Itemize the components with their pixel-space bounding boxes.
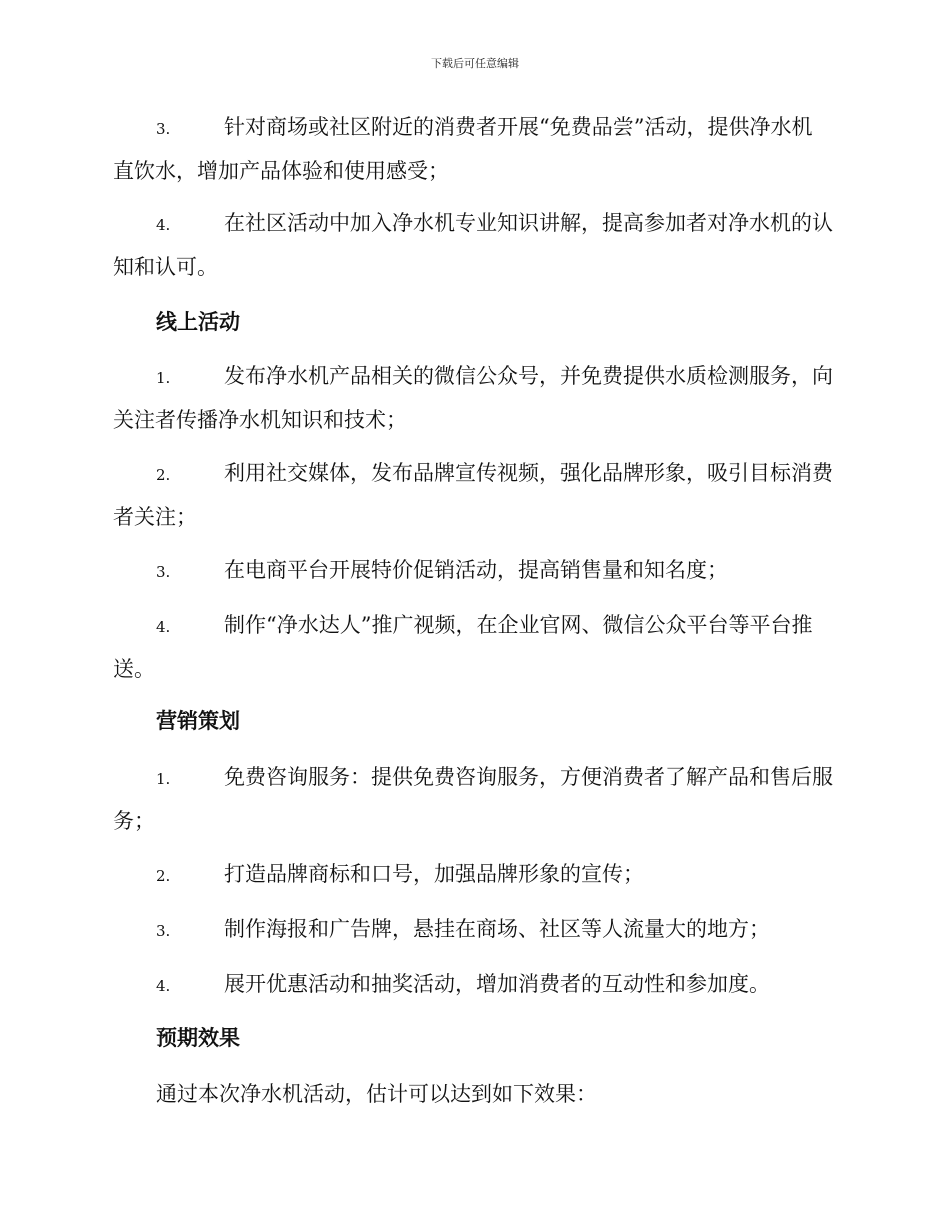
item-text: 免费咨询服务：提供免费咨询服务，方便消费者了解产品和售后服务；: [113, 765, 833, 833]
item-text: 针对商场或社区附近的消费者开展“免费品尝”活动，提供净水机直饮水，增加产品体验和使用感受；: [113, 115, 813, 183]
paragraph: 通过本次净水机活动，估计可以达到如下效果：: [156, 1082, 597, 1106]
item-number: 1.: [156, 770, 171, 788]
header-note: 下载后可任意编辑: [431, 57, 519, 70]
item-number: 3.: [156, 563, 171, 581]
item-text: 打造品牌商标和口号，加强品牌形象的宣传；: [224, 862, 644, 886]
list-item: [113, 908, 833, 952]
list-item: [113, 202, 833, 288]
list-item: [113, 355, 833, 441]
item-number: 4.: [156, 977, 171, 995]
list-item: [113, 756, 833, 842]
list-item: [113, 452, 833, 538]
item-number: 4.: [156, 216, 171, 234]
item-text: 在社区活动中加入净水机专业知识讲解，提高参加者对净水机的认知和认可。: [113, 211, 833, 279]
list-item: [113, 604, 833, 690]
item-text: 利用社交媒体，发布品牌宣传视频，强化品牌形象，吸引目标消费者关注；: [113, 461, 833, 529]
item-text: 展开优惠活动和抽奖活动，增加消费者的互动性和参加度。: [224, 972, 770, 996]
item-number: 2.: [156, 466, 171, 484]
list-item: [113, 549, 833, 593]
item-text: 制作海报和广告牌，悬挂在商场、社区等人流量大的地方；: [224, 917, 770, 941]
section-heading-expected: 预期效果: [156, 1026, 240, 1050]
section-heading-online: 线上活动: [156, 310, 240, 334]
item-number: 2.: [156, 867, 171, 885]
item-text: 发布净水机产品相关的微信公众号，并免费提供水质检测服务，向关注者传播净水机知识和技术；: [113, 364, 833, 432]
item-number: 3.: [156, 120, 171, 138]
list-item: [113, 853, 833, 897]
item-number: 4.: [156, 618, 171, 636]
item-number: 1.: [156, 369, 171, 387]
item-text: 制作“净水达人”推广视频，在企业官网、微信公众平台等平台推送。: [113, 613, 813, 681]
list-item: [113, 106, 833, 192]
list-item: [113, 963, 833, 1007]
section-heading-marketing: 营销策划: [156, 709, 240, 733]
item-text: 在电商平台开展特价促销活动，提高销售量和知名度；: [224, 558, 728, 582]
item-number: 3.: [156, 922, 171, 940]
